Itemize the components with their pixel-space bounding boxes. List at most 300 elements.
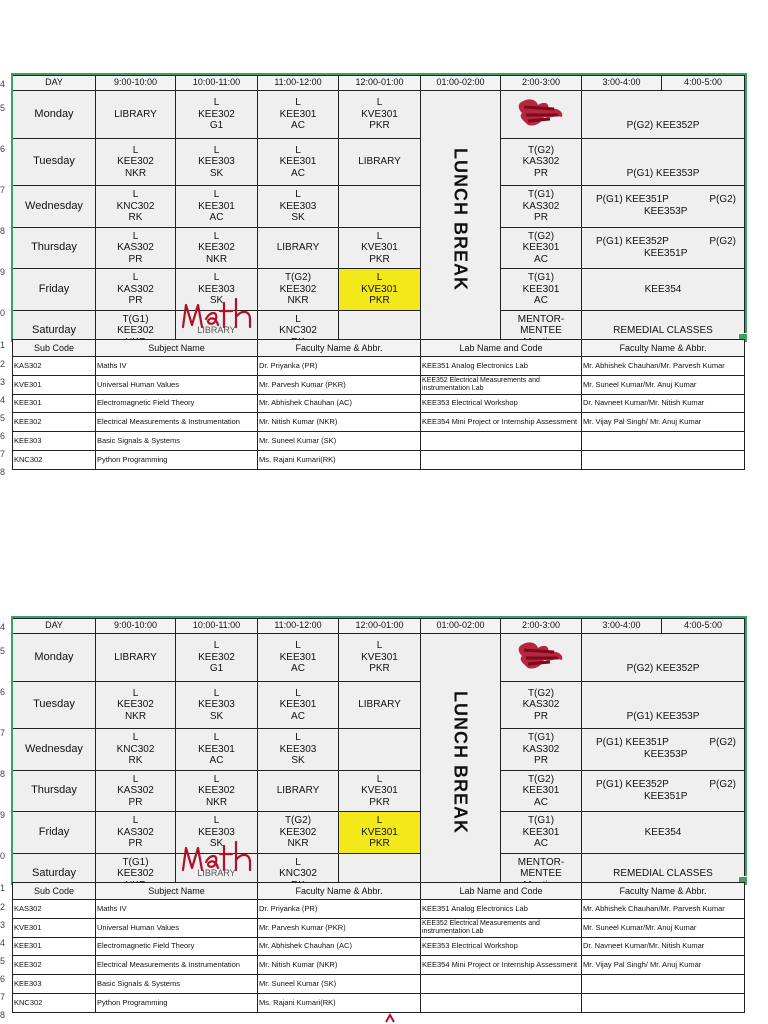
subject-cell[interactable] [582,432,745,451]
class-cell[interactable] [176,138,258,186]
row-number[interactable]: 6 [0,431,6,441]
cell-line: NKR [287,295,309,306]
header-cell-slot[interactable]: 12:00-01:00 [339,619,421,634]
subject-header-cell[interactable]: Lab Name and Code [421,883,582,900]
cell-line: KAS302 [117,785,154,796]
cell-line: NKR [205,796,228,808]
header-row [13,619,745,634]
subject-cell[interactable]: KVE301 [13,918,96,937]
header-cell-slot[interactable]: 12:00-01:00 [339,76,421,91]
cell-line: KAS302 [522,743,560,755]
subject-row [13,993,745,1012]
subject-header-cell[interactable]: Subject Name [96,883,258,900]
row-number[interactable]: 7 [0,728,6,738]
lab-text: P(G2) [709,235,736,247]
class-cell[interactable] [258,186,339,228]
cell-line: AC [534,253,548,265]
day-cell[interactable]: Tuesday [13,681,96,729]
subject-cell[interactable]: KAS302 [13,357,96,376]
subject-cell[interactable]: Ms. Rajani Kumari(RK) [258,450,421,469]
cell-line: L [295,313,301,325]
cell-line: L [295,640,301,651]
row-number[interactable]: 2 [0,902,6,912]
header-cell-day[interactable]: DAY [13,76,96,91]
row-number[interactable]: 4 [0,938,6,948]
lab-text: KEE353P [644,206,688,218]
lab-cell[interactable]: P(G2) KEE352P [582,634,745,682]
subject-cell[interactable]: Basic Signals & Systems [96,975,258,994]
subject-cell[interactable]: KEE354 Mini Project or Internship Assessment [421,413,582,432]
subject-cell[interactable]: KEE303 [13,975,96,994]
lab-text: P(G2) [709,778,736,790]
row-number[interactable]: 1 [0,340,6,350]
subject-cell[interactable]: KEE351 Analog Electronics Lab [421,357,582,376]
class-cell[interactable] [501,227,582,269]
cell-line: T(G1) [527,272,555,283]
class-cell[interactable] [176,186,258,228]
header-cell-slot[interactable]: 2:00-3:00 [501,619,582,634]
subject-cell[interactable]: Mr. Suneel Kumar/Mr. Anuj Kumar [582,375,745,394]
subject-cell[interactable]: Ms. Rajani Kumari(RK) [258,993,421,1012]
subject-cell[interactable]: Dr. Priyanka (PR) [258,900,421,919]
cell-line: L [295,97,301,108]
subject-cell[interactable]: KEE301 [13,937,96,956]
day-cell[interactable]: Thursday [13,227,96,269]
lab-cell[interactable]: KEE354 [582,812,745,854]
cell-line: L [132,687,139,699]
lab-cell[interactable] [582,186,745,228]
subject-row [13,394,745,413]
cell-line: L [213,687,220,699]
row-number[interactable]: 8 [0,1010,6,1020]
lab-cell[interactable]: REMEDIAL CLASSES [582,853,745,895]
class-cell[interactable]: LIBRARY [258,227,339,269]
class-cell[interactable] [176,681,258,729]
subject-header-cell[interactable]: Faculty Name & Abbr. [258,340,421,357]
cell-line: KAS302 [522,200,560,212]
cell-line: KEE303 [279,200,317,212]
cell-line: AC [209,755,224,766]
cell-line: SK [209,167,224,179]
cell-line: T(G2) [527,230,555,242]
cell-line: KEE301 [522,785,560,796]
subject-cell[interactable]: Mr. Suneel Kumar/Mr. Anuj Kumar [582,918,745,937]
lab-cell[interactable]: KEE354 [582,269,745,311]
row-number[interactable]: 3 [0,920,6,930]
subject-cell[interactable]: Universal Human Values [96,375,258,394]
class-cell[interactable] [96,770,176,812]
class-cell[interactable] [96,729,176,771]
row-number[interactable]: 1 [0,883,6,893]
subject-cell[interactable]: KEE301 [13,394,96,413]
header-cell-slot[interactable]: 3:00-4:00 [582,619,662,634]
subject-cell[interactable]: Mr. Abhishek Chauhan/Mr. Parvesh Kumar [582,357,745,376]
subject-cell[interactable]: KAS302 [13,900,96,919]
subject-cell[interactable]: Mr. Parvesh Kumar (PKR) [258,918,421,937]
subject-cell[interactable]: KEE352 Electrical Measurements and instrumentation Lab [421,375,582,394]
cell-line: SK [291,212,305,223]
row-number[interactable]: 4 [0,79,6,89]
class-cell[interactable] [339,770,421,812]
cell-line: L [213,773,220,785]
lunch-break-cell[interactable] [421,634,501,895]
class-cell[interactable] [339,729,421,771]
cell-line: L [213,640,220,651]
cell-line: T(G1) [527,732,555,743]
class-cell[interactable] [176,729,258,771]
class-cell[interactable]: LIBRARY [176,310,258,352]
cell-line: AC [534,838,548,849]
class-cell[interactable] [501,186,582,228]
subject-cell[interactable]: KEE352 Electrical Measurements and instrumentation Lab [421,918,582,937]
class-cell[interactable] [96,227,176,269]
lab-text: KEE351P [644,790,688,802]
lab-text: P(G1) KEE352P [596,235,669,247]
cell-line: KAS302 [117,242,154,253]
class-cell[interactable] [258,138,339,186]
cell-line: PKR [369,663,390,674]
subject-cell[interactable]: Dr. Priyanka (PR) [258,357,421,376]
subject-header-cell[interactable]: Sub Code [13,340,96,357]
subject-cell[interactable]: KEE353 Electrical Workshop [421,394,582,413]
subject-header-cell[interactable]: Faculty Name & Abbr. [582,883,745,900]
lab-cell[interactable]: P(G2) KEE352P [582,91,745,139]
class-cell[interactable] [176,227,258,269]
lab-cell[interactable]: P(G1) KEE353P [582,681,745,729]
day-cell[interactable]: Tuesday [13,138,96,186]
class-cell[interactable]: LIBRARY [339,681,421,729]
header-cell-slot[interactable]: 01:00-02:00 [421,619,501,634]
day-cell[interactable]: Friday [13,269,96,311]
subject-cell[interactable]: Mr. Abhishek Chauhan (AC) [258,394,421,413]
subject-cell[interactable]: KEE354 Mini Project or Internship Assessment [421,956,582,975]
subject-cell[interactable]: Mr. Vijay Pal Singh/ Mr. Anuj Kumar [582,956,745,975]
cell-line: KEE302 [279,826,317,838]
class-cell[interactable] [501,138,582,186]
cell-line: KEE301 [198,200,235,212]
subject-header-cell[interactable]: Faculty Name & Abbr. [258,883,421,900]
row-number[interactable]: 0 [0,308,6,318]
cell-line: KEE301 [279,699,317,710]
subject-cell[interactable] [582,975,745,994]
row-number[interactable]: 5 [0,646,6,656]
header-cell-day[interactable]: DAY [13,619,96,634]
day-row-friday [13,269,745,311]
subject-cell[interactable]: Electromagnetic Field Theory [96,394,258,413]
subject-cell[interactable]: Dr. Navneet Kumar/Mr. Nitish Kumar [582,394,745,413]
class-cell[interactable] [501,770,582,812]
class-cell[interactable] [501,812,582,854]
lab-cell[interactable] [582,227,745,269]
day-cell[interactable]: Saturday [13,310,96,352]
cell-line: L [376,815,383,826]
class-cell[interactable] [258,634,339,682]
cell-line: PR [534,167,548,179]
cell-line: T(G2) [527,144,555,156]
subject-table [12,882,745,1013]
subject-cell[interactable]: Electrical Measurements & Instrumentation [96,956,258,975]
row-number[interactable]: 7 [0,449,6,459]
subject-cell[interactable]: Dr. Navneet Kumar/Mr. Nitish Kumar [582,937,745,956]
lab-cell[interactable] [582,770,745,812]
header-cell-slot[interactable]: 9:00-10:00 [96,619,176,634]
cell-line: KEE303 [198,699,235,710]
day-cell[interactable]: Wednesday [13,729,96,771]
cell-line: KAS302 [117,283,154,295]
header-cell-slot[interactable]: 10:00-11:00 [176,76,258,91]
cell-line: KNC302 [279,325,317,336]
subject-cell[interactable]: Python Programming [96,993,258,1012]
cell-line: G1 [209,663,224,674]
lab-text: P(G1) KEE352P [596,778,669,790]
ink-dot [384,1012,396,1024]
subject-row [13,432,745,451]
cell-line: KEE303 [198,156,235,167]
ink-scribble [514,638,570,676]
subject-row [13,918,745,937]
subject-cell[interactable]: Python Programming [96,450,258,469]
subject-row [13,900,745,919]
class-cell[interactable] [176,634,258,682]
class-cell[interactable]: LIBRARY [96,634,176,682]
subject-cell[interactable]: Mr. Suneel Kumar (SK) [258,432,421,451]
class-cell[interactable] [96,138,176,186]
class-cell[interactable] [258,812,339,854]
class-cell[interactable] [176,770,258,812]
row-number[interactable]: 9 [0,267,6,277]
day-cell[interactable]: Saturday [13,853,96,895]
row-number[interactable]: 7 [0,185,6,195]
handwritten-annotation [180,840,260,874]
subject-header-cell[interactable]: Faculty Name & Abbr. [582,340,745,357]
subject-cell[interactable]: Mr. Suneel Kumar (SK) [258,975,421,994]
subject-cell[interactable]: KEE303 [13,432,96,451]
cell-line: MENTOR-MENTEE [517,313,565,336]
class-cell[interactable]: LIBRARY [96,91,176,139]
subject-row [13,450,745,469]
cell-line: NKR [205,253,228,265]
lab-text: KEE351P [644,247,688,259]
subject-table [12,339,745,470]
row-number[interactable]: 4 [0,622,6,632]
cell-line: L [376,230,383,242]
subject-cell[interactable]: Mr. Abhishek Chauhan (AC) [258,937,421,956]
cell-line: L [213,97,220,108]
cell-line: SK [209,710,224,722]
cell-line: L [213,815,220,826]
cell-line: SK [291,755,305,766]
subject-cell[interactable] [421,993,582,1012]
subject-row [13,413,745,432]
cell-line: L [295,856,301,868]
header-cell-slot[interactable]: 4:00-5:00 [662,619,745,634]
day-row-monday [13,91,745,139]
cell-line: G1 [209,120,224,131]
cell-line: T(G1) [122,313,149,325]
cell-line: T(G1) [527,815,555,826]
cell-line: T(G2) [527,773,555,785]
subject-cell[interactable]: KEE353 Electrical Workshop [421,937,582,956]
class-cell[interactable] [176,91,258,139]
subject-cell[interactable]: Mr. Nitish Kumar (NKR) [258,413,421,432]
cell-line: KVE301 [361,242,398,253]
subject-cell[interactable] [582,993,745,1012]
class-cell[interactable]: LIBRARY [176,853,258,895]
subject-cell[interactable]: Basic Signals & Systems [96,432,258,451]
class-cell[interactable] [258,269,339,311]
day-row-tuesday [13,138,745,186]
row-number[interactable]: 8 [0,467,6,477]
lab-cell[interactable]: P(G1) KEE353P [582,138,745,186]
cell-line: PR [534,755,548,766]
cell-line: PR [534,212,548,223]
cell-line: L [132,189,139,200]
subject-row [13,937,745,956]
subject-cell[interactable]: KVE301 [13,375,96,394]
day-row-tuesday [13,681,745,729]
handwriting-strokes [180,840,260,874]
header-cell-slot[interactable]: 11:00-12:00 [258,619,339,634]
subject-cell[interactable]: Universal Human Values [96,918,258,937]
header-cell-slot[interactable]: 10:00-11:00 [176,619,258,634]
day-cell[interactable]: Monday [13,91,96,139]
cell-line: PR [128,796,143,808]
day-row-wednesday [13,186,745,228]
cell-line: PKR [369,295,390,306]
handwritten-annotation [180,297,260,331]
class-cell[interactable] [96,186,176,228]
subject-row [13,975,745,994]
class-cell[interactable]: LIBRARY [258,770,339,812]
header-cell-slot[interactable]: 11:00-12:00 [258,76,339,91]
day-cell[interactable]: Friday [13,812,96,854]
cell-line: KEE302 [117,699,154,710]
subject-cell[interactable]: Electromagnetic Field Theory [96,937,258,956]
row-number[interactable]: 5 [0,956,6,966]
subject-cell[interactable] [582,450,745,469]
subject-cell[interactable]: Mr. Abhishek Chauhan/Mr. Parvesh Kumar [582,900,745,919]
header-cell-slot[interactable]: 01:00-02:00 [421,76,501,91]
cell-line: KEE301 [522,283,560,295]
cell-line: L [132,815,139,826]
cell-line: KNC302 [116,200,155,212]
cell-line: L [295,144,301,156]
cell-line: PR [534,710,548,722]
row-number[interactable]: 9 [0,810,6,820]
cell-line: PKR [369,253,390,265]
header-cell-slot[interactable]: 4:00-5:00 [662,76,745,91]
cell-line: L [132,773,139,785]
subject-cell[interactable]: KNC302 [13,450,96,469]
row-number[interactable]: 7 [0,992,6,1002]
lunch-break-cell[interactable] [421,91,501,352]
row-number[interactable]: 0 [0,851,6,861]
row-number[interactable]: 6 [0,687,6,697]
subject-cell[interactable]: Maths IV [96,357,258,376]
row-number[interactable]: 6 [0,144,6,154]
cell-line: KEE302 [198,108,235,120]
class-cell[interactable]: LIBRARY [339,138,421,186]
day-cell[interactable]: Wednesday [13,186,96,228]
subject-header-row [13,883,745,900]
subject-cell[interactable]: KEE302 [13,956,96,975]
cell-line: AC [291,663,305,674]
row-number[interactable]: 5 [0,103,6,113]
subject-cell[interactable]: KEE351 Analog Electronics Lab [421,900,582,919]
row-number[interactable]: 3 [0,377,6,387]
cell-line: SK [209,838,224,849]
cell-line: PR [128,253,143,265]
subject-cell[interactable] [421,432,582,451]
row-number[interactable]: 8 [0,769,6,779]
cell-line: KEE302 [117,868,154,879]
lab-cell[interactable]: REMEDIAL CLASSES [582,310,745,352]
cell-line: KVE301 [361,283,398,295]
cell-line: KEE303 [198,283,235,295]
header-row [13,76,745,91]
subject-cell[interactable]: Mr. Parvesh Kumar (PKR) [258,375,421,394]
header-cell-slot[interactable]: 2:00-3:00 [501,76,582,91]
class-cell[interactable] [96,681,176,729]
cell-line: AC [291,120,305,131]
cell-line: L [132,144,139,156]
header-cell-slot[interactable]: 3:00-4:00 [582,76,662,91]
subject-header-cell[interactable]: Lab Name and Code [421,340,582,357]
subject-cell[interactable]: Mr. Vijay Pal Singh/ Mr. Anuj Kumar [582,413,745,432]
cell-line: KEE303 [279,743,317,755]
subject-cell[interactable]: Electrical Measurements & Instrumentation [96,413,258,432]
subject-header-cell[interactable]: Subject Name [96,340,258,357]
cell-line: PKR [369,120,390,131]
subject-cell[interactable] [421,975,582,994]
subject-cell[interactable]: KNC302 [13,993,96,1012]
class-cell[interactable] [339,91,421,139]
day-cell[interactable]: Thursday [13,770,96,812]
cell-line: KEE302 [198,242,235,253]
class-cell[interactable] [501,681,582,729]
row-number[interactable]: 4 [0,395,6,405]
day-cell[interactable]: Monday [13,634,96,682]
class-cell[interactable] [339,634,421,682]
class-cell[interactable] [501,269,582,311]
class-cell[interactable] [258,91,339,139]
lab-cell[interactable] [582,729,745,771]
class-cell-highlighted[interactable] [339,269,421,311]
row-number[interactable]: 2 [0,359,6,369]
class-cell[interactable] [258,681,339,729]
subject-cell[interactable]: KEE302 [13,413,96,432]
row-number[interactable]: 8 [0,226,6,236]
row-number[interactable]: 5 [0,413,6,423]
subject-cell[interactable]: Maths IV [96,900,258,919]
subject-cell[interactable]: Mr. Nitish Kumar (NKR) [258,956,421,975]
class-cell[interactable] [501,729,582,771]
cell-line: MENTOR-MENTEE [517,856,565,879]
handwriting-strokes [180,297,260,331]
subject-header-cell[interactable]: Sub Code [13,883,96,900]
class-cell[interactable] [96,269,176,311]
subject-cell[interactable] [421,450,582,469]
class-cell[interactable] [258,729,339,771]
class-cell[interactable] [339,227,421,269]
row-number[interactable]: 6 [0,974,6,984]
class-cell-highlighted[interactable] [339,812,421,854]
subject-header-row [13,340,745,357]
cell-line: KEE301 [279,651,317,663]
class-cell[interactable] [96,812,176,854]
header-cell-slot[interactable]: 9:00-10:00 [96,76,176,91]
class-cell[interactable] [339,186,421,228]
